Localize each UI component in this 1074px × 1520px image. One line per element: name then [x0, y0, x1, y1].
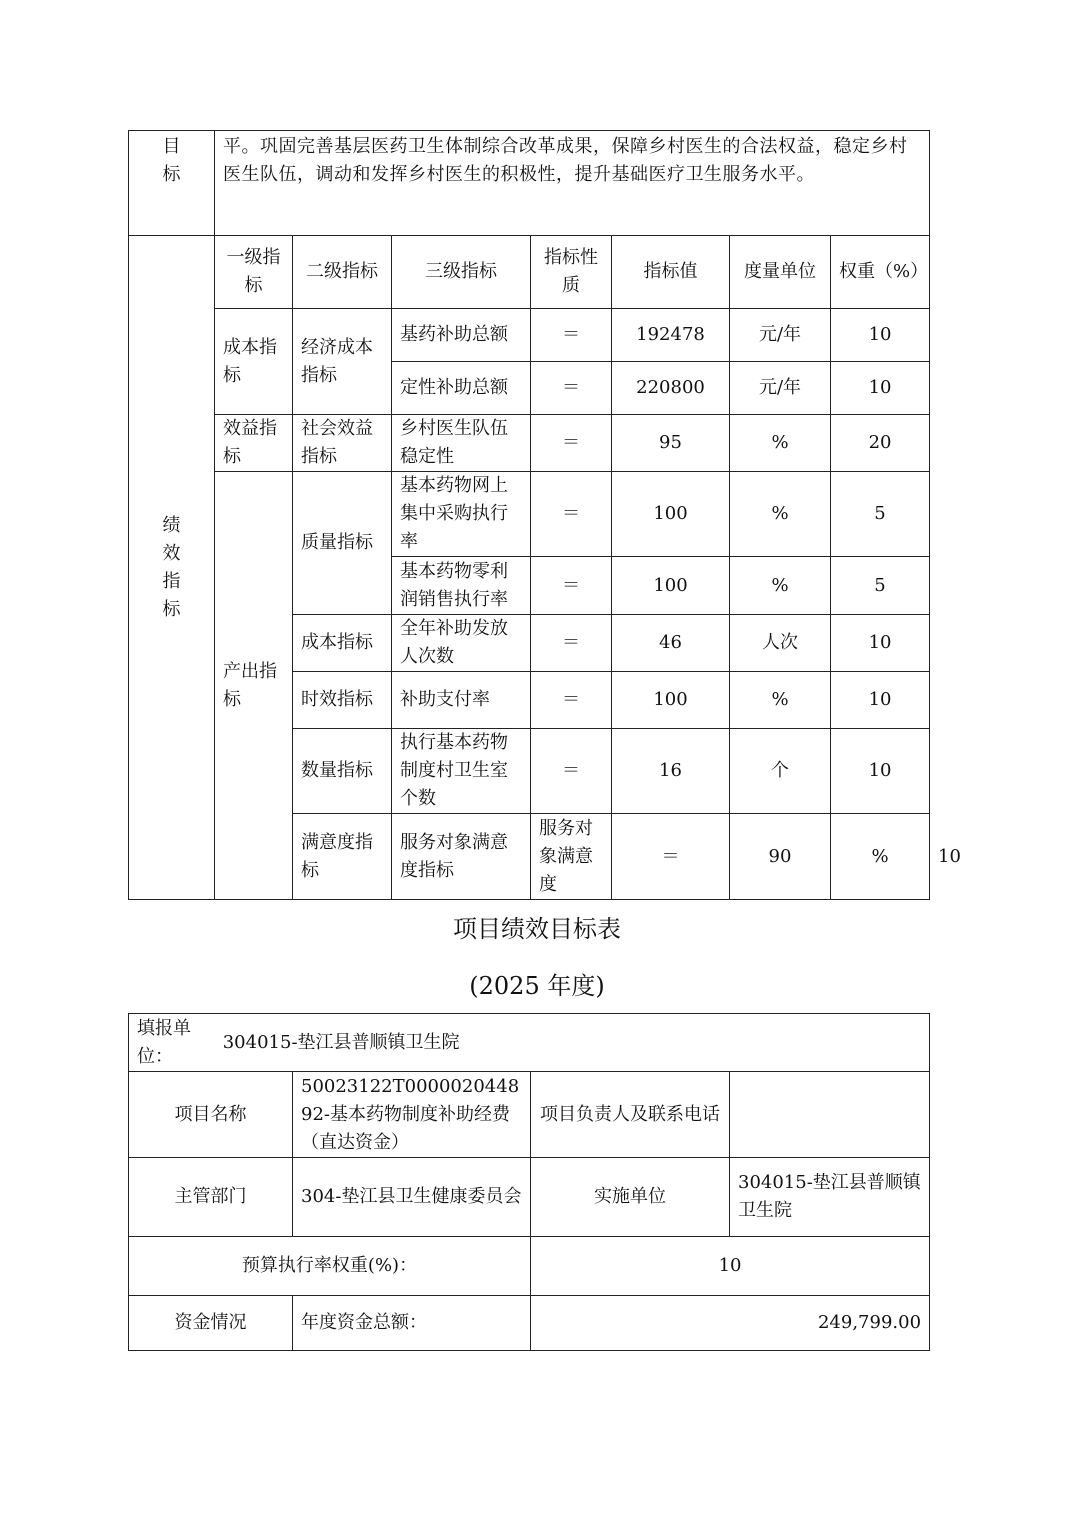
- header-weight: 权重（%）: [831, 236, 930, 309]
- unit-cell: 元/年: [730, 362, 831, 415]
- value-cell: 46: [612, 615, 730, 672]
- unit-cell: %: [730, 557, 831, 615]
- project-info-table: [128, 1013, 930, 1351]
- unit-cell: %: [730, 672, 831, 729]
- weight-cell: 5: [831, 557, 930, 615]
- l3-cell: 定性补助总额: [392, 362, 531, 415]
- header-unit: 度量单位: [730, 236, 831, 309]
- l1-output: 产出指标: [215, 472, 293, 900]
- unit-cell: 人次: [730, 615, 831, 672]
- l2-economic-cost: 经济成本指标: [293, 309, 392, 415]
- l2-cost: 成本指标: [293, 615, 392, 672]
- unit-cell: 元/年: [730, 309, 831, 362]
- nature-cell: ＝: [531, 672, 612, 729]
- perf-label: 绩效指标: [162, 514, 181, 620]
- weight-cell: 5: [831, 472, 930, 557]
- l2-quantity: 数量指标: [293, 729, 392, 814]
- nature-cell: ＝: [531, 615, 612, 672]
- value-cell: 100: [612, 557, 730, 615]
- weight-cell: 20: [831, 415, 930, 472]
- value-cell: 100: [612, 472, 730, 557]
- form-year: (2025 年度): [469, 972, 605, 1000]
- l1-cost: 成本指标: [215, 309, 293, 415]
- nature-cell: ＝: [531, 557, 612, 615]
- value-cell: 16: [612, 729, 730, 814]
- impl-label: 实施单位: [531, 1158, 730, 1237]
- weight-cell: 10: [831, 672, 930, 729]
- l3-cell: 执行基本药物制度村卫生室个数: [392, 729, 531, 814]
- leader-value: [730, 1072, 930, 1158]
- l3-cell: 补助支付率: [392, 672, 531, 729]
- impl-value: 304015-垫江县普顺镇卫生院: [730, 1158, 930, 1237]
- header-l1: 一级指标: [215, 236, 293, 309]
- fund-total-value: 249,799.00: [531, 1296, 930, 1351]
- value-cell: 90: [730, 814, 831, 900]
- nature-cell: ＝: [612, 814, 730, 900]
- l1-benefit: 效益指标: [215, 415, 293, 472]
- l3-cell: 基药补助总额: [392, 309, 531, 362]
- fund-label: 资金情况: [129, 1296, 293, 1351]
- goal-text-cell: [215, 131, 930, 236]
- l2-social-benefit: 社会效益指标: [293, 415, 392, 472]
- unit-cell: %: [831, 814, 930, 900]
- weight-cell: 10: [831, 309, 930, 362]
- l3-cell: 基本药物零利润销售执行率: [392, 557, 531, 615]
- nature-cell: ＝: [531, 415, 612, 472]
- header-l2: 二级指标: [293, 236, 392, 309]
- header-value: 指标值: [612, 236, 730, 309]
- fund-total-label: 年度资金总额：: [293, 1296, 531, 1351]
- l3-cell: 服务对象满意度: [531, 814, 612, 900]
- unit-value: 304015-垫江县普顺镇卫生院: [222, 1031, 460, 1053]
- value-cell: 95: [612, 415, 730, 472]
- goal-label: 目标: [162, 136, 181, 185]
- weight-cell: 10: [831, 362, 930, 415]
- l2-service-satisfaction: 服务对象满意度指标: [392, 814, 531, 900]
- value-cell: 100: [612, 672, 730, 729]
- budget-rate-value: 10: [531, 1237, 930, 1296]
- nature-cell: ＝: [531, 472, 612, 557]
- project-name-value: 50023122T000002044892-基本药物制度补助经费（直达资金）: [293, 1072, 531, 1158]
- dept-value: 304-垫江县卫生健康委员会: [293, 1158, 531, 1237]
- weight-cell: 10: [831, 729, 930, 814]
- header-nature: 指标性质: [531, 236, 612, 309]
- value-cell: 192478: [612, 309, 730, 362]
- budget-rate-label: 预算执行率权重(%)：: [129, 1237, 531, 1296]
- perf-label-cell: [129, 236, 215, 900]
- project-name-label: 项目名称: [129, 1072, 293, 1158]
- l1-satisfaction: 满意度指标: [293, 814, 392, 900]
- l3-cell: 基本药物网上集中采购执行率: [392, 472, 531, 557]
- l2-quality: 质量指标: [293, 472, 392, 615]
- l2-timeliness: 时效指标: [293, 672, 392, 729]
- unit-cell: 个: [730, 729, 831, 814]
- value-cell: 220800: [612, 362, 730, 415]
- unit-label: 填报单位：: [137, 1017, 191, 1067]
- form-title: 项目绩效目标表: [453, 915, 621, 943]
- unit-cell: %: [730, 472, 831, 557]
- unit-row: [129, 1014, 930, 1072]
- l3-cell: 乡村医生队伍稳定性: [392, 415, 531, 472]
- nature-cell: ＝: [531, 309, 612, 362]
- nature-cell: ＝: [531, 729, 612, 814]
- l3-cell: 全年补助发放人次数: [392, 615, 531, 672]
- performance-indicator-table: 目标 平。巩固完善基层医药卫生体制综合改革成果，保障乡村医生的合法权益，稳定乡村医生队伍，调动和发挥乡村医生的积极性，提升基础医疗卫生服务水平。 绩效指标 一级指标 二级指标 三级指标 指标性质 指标值 度量单位 权重（%） 成本指标 经济成本指标 基药补助总额 ＝ 192478 元/年 10 定性补助总额 ＝ 220800 元/年 10 效益指标 社会效益指标 乡村医生队伍稳定性 ＝ 95 % 20 产出指标 质量指标 基本药物网上集中采购执行率 ＝ 100 % 5 基本药物零利润销售执行率 ＝ 100 % 5 成本指标 全年补助发放人次数 ＝ 46 人次 10 时效指标 补助支付率 ＝ 100 % 10 数量指标 执行基本药物制度村卫生室个数 ＝ 16 个 10 满意度指标 服务对象满意度指标 服务对象满意度 ＝ 90 % 10: [128, 130, 930, 900]
- leader-label: 项目负责人及联系电话: [531, 1072, 730, 1158]
- goal-label-cell: [129, 131, 215, 236]
- dept-label: 主管部门: [129, 1158, 293, 1237]
- goal-text: 平。巩固完善基层医药卫生体制综合改革成果，保障乡村医生的合法权益，稳定乡村医生队伍，调动和发挥乡村医生的积极性，提升基础医疗卫生服务水平。: [223, 136, 908, 185]
- header-l3: 三级指标: [392, 236, 531, 309]
- weight-cell: 10: [831, 615, 930, 672]
- unit-cell: %: [730, 415, 831, 472]
- nature-cell: ＝: [531, 362, 612, 415]
